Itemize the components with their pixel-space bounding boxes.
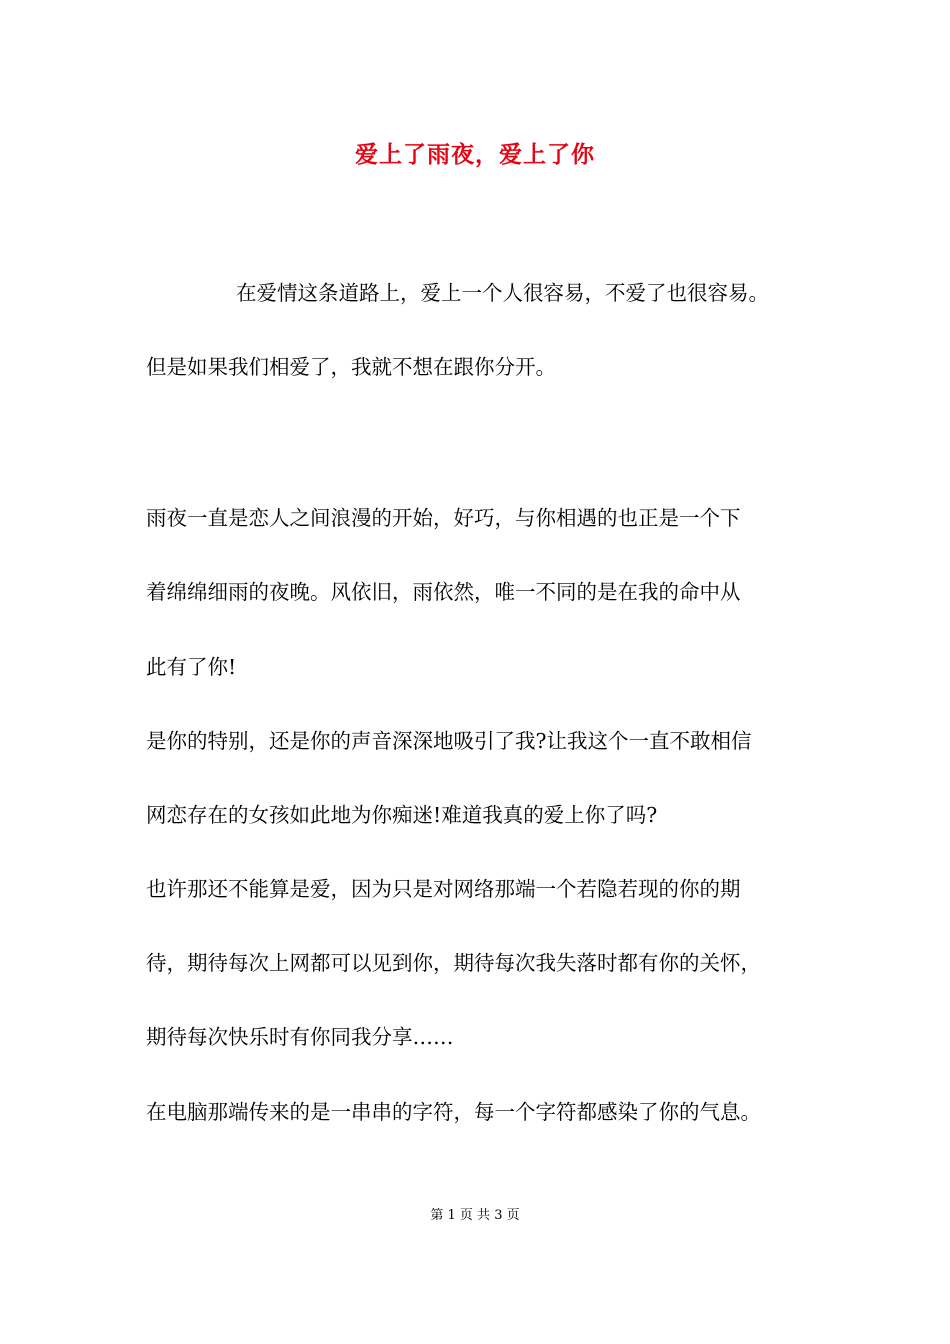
body-line: 在爱情这条道路上，爱上一个人很容易，不爱了也很容易。	[236, 281, 769, 305]
body-line: 网恋存在的女孩如此地为你痴迷!难道我真的爱上你了吗?	[146, 803, 658, 827]
page-number-footer: 第 1 页 共 3 页	[430, 1208, 520, 1223]
body-line: 雨夜一直是恋人之间浪漫的开始，好巧，与你相遇的也正是一个下	[146, 506, 741, 530]
document-title: 爱上了雨夜，爱上了你	[355, 141, 595, 168]
body-line: 此有了你!	[146, 655, 237, 679]
body-line: 但是如果我们相爱了，我就不想在跟你分开。	[146, 355, 556, 379]
body-line: 期待每次快乐时有你同我分享……	[146, 1025, 454, 1049]
body-line: 着绵绵细雨的夜晚。风依旧，雨依然，唯一不同的是在我的命中从	[146, 580, 741, 604]
body-line: 也许那还不能算是爱，因为只是对网络那端一个若隐若现的你的期	[146, 877, 741, 901]
body-line: 是你的特别，还是你的声音深深地吸引了我?让我这个一直不敢相信	[146, 729, 752, 753]
body-line: 在电脑那端传来的是一串串的字符，每一个字符都感染了你的气息。	[146, 1100, 761, 1124]
body-line: 待，期待每次上网都可以见到你，期待每次我失落时都有你的关怀，	[146, 951, 761, 975]
